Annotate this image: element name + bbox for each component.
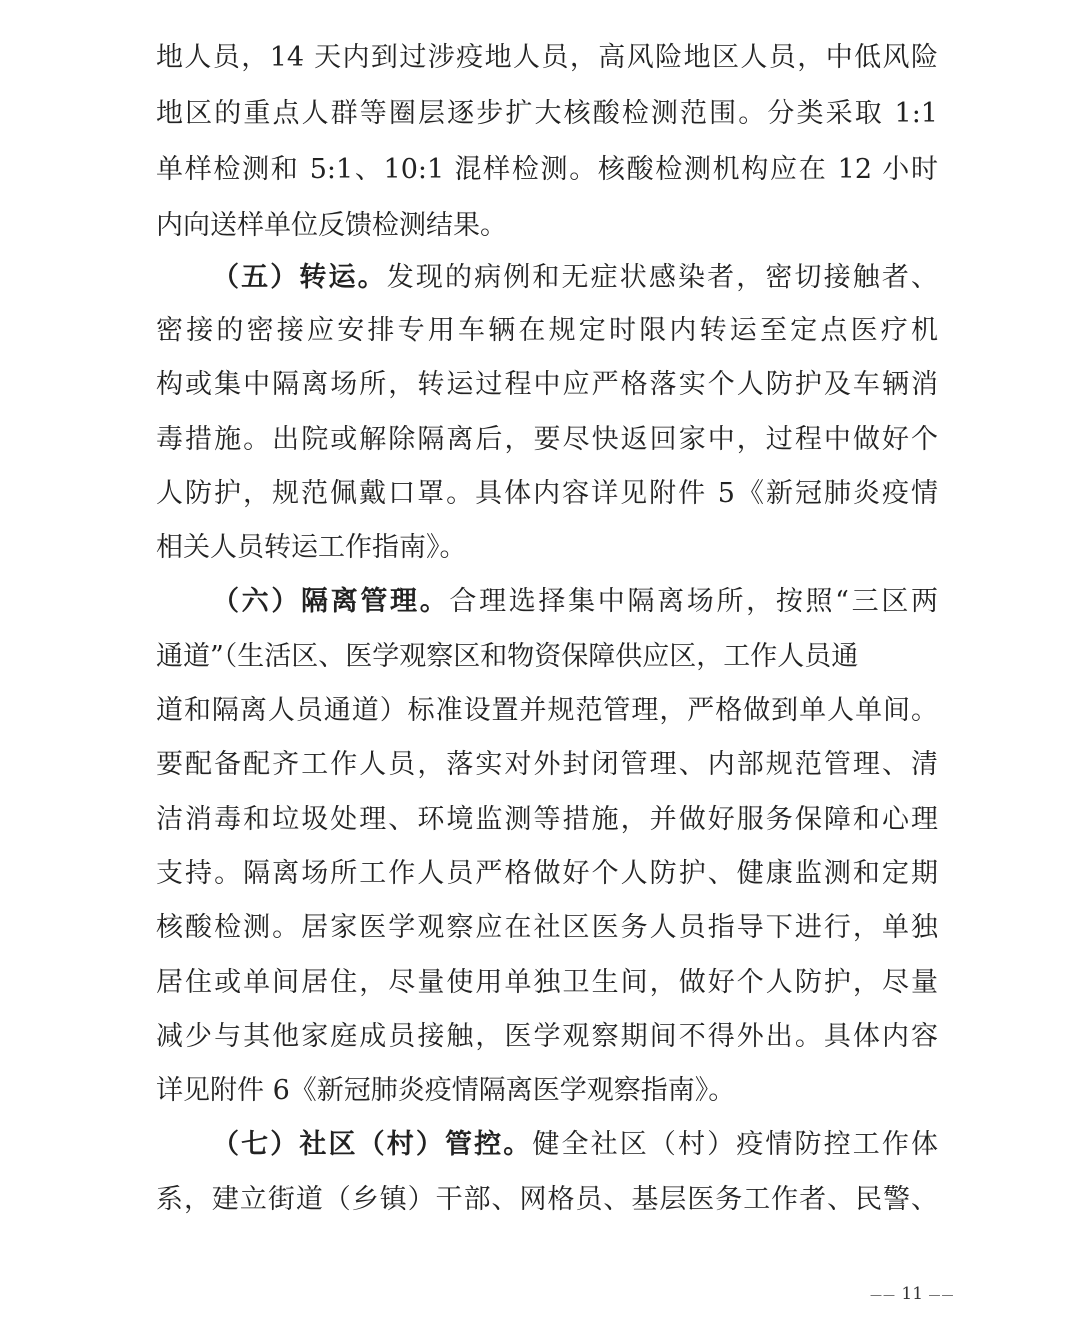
- body-text-line: 相关人员转运工作指南》。: [156, 532, 467, 563]
- section-6-heading: （六）隔离管理。: [212, 586, 450, 617]
- body-text-line: 要配备配齐工作人员，落实对外封闭管理、内部规范管理、清: [156, 749, 938, 780]
- body-text: 合理选择集中隔离场所，按照“三区两: [449, 586, 939, 617]
- body-text-line: 人防护，规范佩戴口罩。具体内容详见附件 5《新冠肺炎疫情: [156, 478, 938, 509]
- section-5-heading: （五）转运。: [212, 262, 387, 293]
- body-text-line: 居住或单间居住，尽量使用单独卫生间，做好个人防护，尽量: [156, 967, 938, 998]
- body-text-line: 地人员，14 天内到过涉疫地人员，高风险地区人员，中低风险: [156, 42, 938, 73]
- body-text-line: 内向送样单位反馈检测结果。: [156, 210, 507, 241]
- body-text-line: 单样检测和 5:1、10:1 混样检测。核酸检测机构应在 12 小时: [156, 154, 938, 185]
- section-6-first-line: [212, 574, 938, 630]
- body-text-line: 核酸检测。居家医学观察应在社区医务人员指导下进行，单独: [156, 912, 938, 943]
- body-text-line: 减少与其他家庭成员接触，医学观察期间不得外出。具体内容: [156, 1021, 938, 1052]
- page-number: [870, 1284, 954, 1304]
- body-text-line: 密接的密接应安排专用车辆在规定时限内转运至定点医疗机: [156, 315, 938, 346]
- body-text-line: 构或集中隔离场所，转运过程中应严格落实个人防护及车辆消: [156, 369, 938, 400]
- body-text-line: 地区的重点人群等圈层逐步扩大核酸检测范围。分类采取 1:1: [156, 98, 938, 129]
- body-text-line: 道和隔离人员通道）标准设置并规范管理，严格做到单人单间。: [156, 695, 938, 726]
- page-number-dash-right: ——: [928, 1288, 955, 1302]
- body-text-line: 毒措施。出院或解除隔离后，要尽快返回家中，过程中做好个: [156, 424, 938, 455]
- body-text-line: 通道”（生活区、医学观察区和物资保障供应区，工作人员通: [156, 641, 859, 672]
- page-number-dash-left: ——: [870, 1288, 896, 1302]
- body-text: 发现的病例和无症状感染者，密切接触者、: [386, 262, 938, 293]
- section-7-heading: （七）社区（村）管控。: [212, 1129, 533, 1160]
- section-5-first-line: [212, 250, 938, 306]
- section-7-first-line: [212, 1117, 938, 1173]
- body-text-line: 洁消毒和垃圾处理、环境监测等措施，并做好服务保障和心理: [156, 804, 938, 835]
- page-number-value: 11: [901, 1284, 924, 1304]
- body-text-line: 系，建立街道（乡镇）干部、网格员、基层医务工作者、民警、: [156, 1184, 938, 1215]
- body-text-line: 详见附件 6《新冠肺炎疫情隔离医学观察指南》。: [156, 1075, 736, 1106]
- body-text-line: 支持。隔离场所工作人员严格做好个人防护、健康监测和定期: [156, 858, 938, 889]
- body-text: 健全社区（村）疫情防控工作体: [532, 1129, 938, 1160]
